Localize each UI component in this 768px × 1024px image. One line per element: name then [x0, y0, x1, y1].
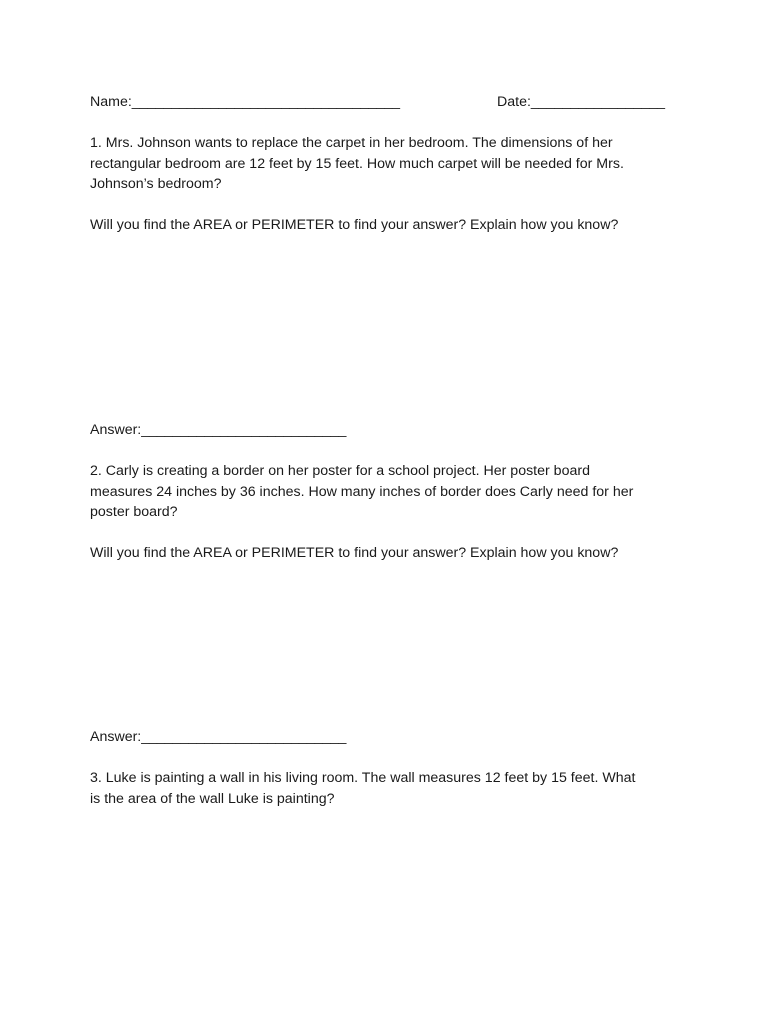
question-1-line: Johnson’s bedroom? — [90, 176, 222, 192]
question-1-prompt: Will you find the AREA or PERIMETER to find your answer? Explain how you know? — [90, 217, 619, 233]
question-2-line: measures 24 inches by 36 inches. How many inches of border does Carly need for her — [90, 483, 634, 500]
question-1-line: 1. Mrs. Johnson wants to replace the carpet in her bedroom. The dimensions of her — [90, 135, 613, 151]
question-2-prompt: Will you find the AREA or PERIMETER to find your answer? Explain how you know? — [90, 545, 619, 561]
worksheet-header — [90, 92, 690, 113]
question-2-line: poster board? — [90, 504, 178, 520]
question-1-text — [90, 133, 675, 195]
date-field-label: Date:_________________ — [497, 94, 666, 110]
question-2-line: 2. Carly is creating a border on her poster for a school project. Her poster board — [90, 463, 590, 479]
question-2-answer-line: Answer:__________________________ — [90, 729, 347, 745]
name-field-label: Name:__________________________________ — [90, 94, 401, 110]
question-1-line: rectangular bedroom are 12 feet by 15 feet. How much carpet will be needed for Mrs. — [90, 155, 624, 172]
question-3-line: 3. Luke is painting a wall in his living room. The wall measures 12 feet by 15 feet. What — [90, 770, 636, 786]
worksheet-page — [90, 92, 690, 807]
question-3-line: is the area of the wall Luke is painting? — [90, 790, 335, 807]
question-3-text — [90, 768, 680, 809]
question-1-answer-line: Answer:__________________________ — [90, 422, 347, 438]
question-2-text — [90, 461, 675, 523]
